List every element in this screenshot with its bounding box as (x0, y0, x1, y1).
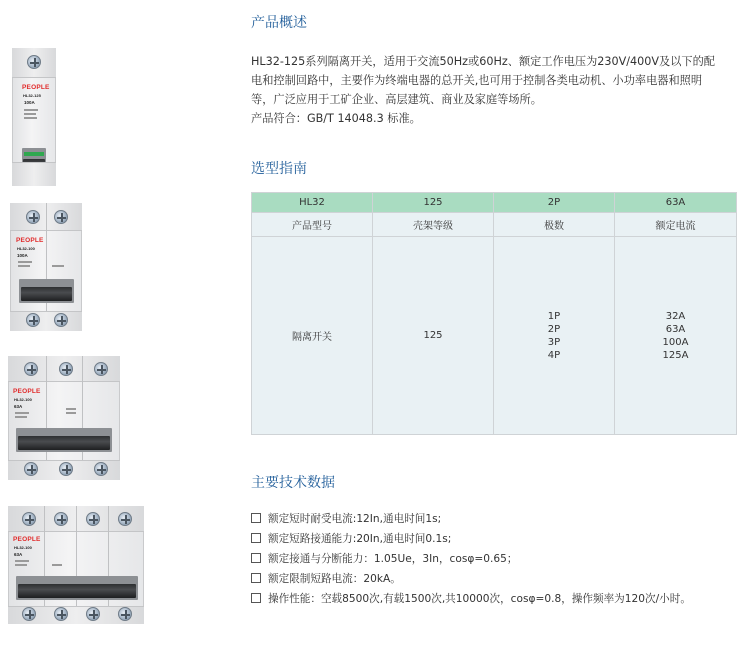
terminal-screw-icon (24, 362, 38, 376)
table-header-cell: 2P (494, 193, 615, 213)
checkbox-icon (251, 573, 261, 583)
rating-label: 63A (14, 552, 23, 557)
model-label: HL32-100 (17, 246, 35, 251)
terminal-screw-icon (54, 313, 68, 327)
model-label: HL32-100 (14, 397, 32, 402)
on-indicator (24, 152, 44, 156)
spec-text: 额定限制短路电流：20kA。 (268, 572, 401, 585)
poles-cell (494, 237, 615, 435)
terminal-screw-icon (94, 362, 108, 376)
specs-title: 主要技术数据 (251, 475, 335, 491)
selection-table (251, 192, 737, 435)
terminal-screw-icon (26, 313, 40, 327)
terminal-screw-icon (54, 512, 68, 526)
rating-label: 100A (17, 253, 28, 258)
checkbox-icon (251, 553, 261, 563)
list-item (251, 568, 691, 588)
list-item (251, 528, 691, 548)
table-row (252, 237, 737, 435)
selection-title: 选型指南 (251, 161, 307, 177)
product-image-4p (4, 506, 146, 624)
model-label: HL32-125 (23, 93, 41, 98)
switch-handle (18, 584, 136, 598)
terminal-screw-icon (59, 462, 73, 476)
table-subheader-cell: 壳架等级 (373, 213, 494, 237)
brand-label: PEOPLE (13, 388, 41, 395)
rating-label: 100A (24, 100, 35, 105)
overview-line: 电和控制回路中，主要作为终端电器的总开关,也可用于控制各类电动机、小功率电器和照明 (251, 74, 703, 87)
current-option: 125A (662, 349, 689, 361)
current-cell (615, 237, 737, 435)
overview-description (251, 52, 741, 128)
current-option: 32A (665, 310, 686, 322)
product-image-2p (6, 203, 86, 331)
table-header-cell: 125 (373, 193, 494, 213)
terminal-screw-icon (54, 210, 68, 224)
list-item (251, 508, 691, 528)
switch-handle (21, 287, 72, 301)
checkbox-icon (251, 513, 261, 523)
product-image-3p (4, 356, 122, 480)
checkbox-icon (251, 593, 261, 603)
pole-option: 3P (547, 336, 561, 348)
terminal-screw-icon (22, 607, 36, 621)
spec-text: 额定短时耐受电流:12In,通电时间1s; (268, 512, 442, 525)
table-subheader-cell: 产品型号 (252, 213, 373, 237)
terminal-screw-icon (59, 362, 73, 376)
overview-title: 产品概述 (251, 15, 307, 31)
terminal-screw-icon (22, 512, 36, 526)
table-header-row (252, 193, 737, 213)
table-subheader-cell: 额定电流 (615, 213, 737, 237)
brand-label: PEOPLE (13, 536, 41, 543)
terminal-screw-icon (94, 462, 108, 476)
terminal-screw-icon (24, 462, 38, 476)
table-header-cell: HL32 (252, 193, 373, 213)
pole-option: 2P (547, 323, 561, 335)
checkbox-icon (251, 533, 261, 543)
table-subheader-row (252, 213, 737, 237)
pole-option: 4P (547, 349, 561, 361)
spec-text: 额定短路接通能力:20In,通电时间0.1s; (268, 532, 452, 545)
model-label: HL32-100 (14, 545, 32, 550)
brand-label: PEOPLE (22, 84, 50, 91)
terminal-screw-icon (26, 210, 40, 224)
spec-text: 操作性能：空载8500次,有载1500次,共10000次，cosφ=0.8，操作频率为120次/小时。 (268, 592, 691, 605)
rating-label: 63A (14, 404, 23, 409)
current-option: 63A (665, 323, 686, 335)
model-cell: 隔离开关 (252, 237, 373, 435)
overview-line: 等，广泛应用于工矿企业、高层建筑、商业及家庭等场所。 (251, 93, 542, 106)
terminal-screw-icon (27, 55, 41, 69)
terminal-screw-icon (86, 607, 100, 621)
overview-line: HL32-125系列隔离开关，适用于交流50Hz或60Hz、额定工作电压为230V/400V及以下的配 (251, 55, 715, 68)
spec-text: 额定接通与分断能力：1.05Ue，3In，cosφ=0.65； (268, 552, 518, 565)
terminal-screw-icon (54, 607, 68, 621)
list-item (251, 588, 691, 608)
terminal-screw-icon (86, 512, 100, 526)
table-subheader-cell: 极数 (494, 213, 615, 237)
table-header-cell: 63A (615, 193, 737, 213)
brand-label: PEOPLE (16, 237, 44, 244)
terminal-screw-icon (118, 607, 132, 621)
spec-list (251, 508, 691, 608)
current-option: 100A (662, 336, 689, 348)
frame-cell: 125 (373, 237, 494, 435)
terminal-screw-icon (118, 512, 132, 526)
standard-line: 产品符合：GB/T 14048.3 标准。 (251, 112, 421, 125)
list-item (251, 548, 691, 568)
switch-handle (18, 436, 110, 450)
product-image-1p (8, 48, 60, 186)
pole-option: 1P (547, 310, 561, 322)
